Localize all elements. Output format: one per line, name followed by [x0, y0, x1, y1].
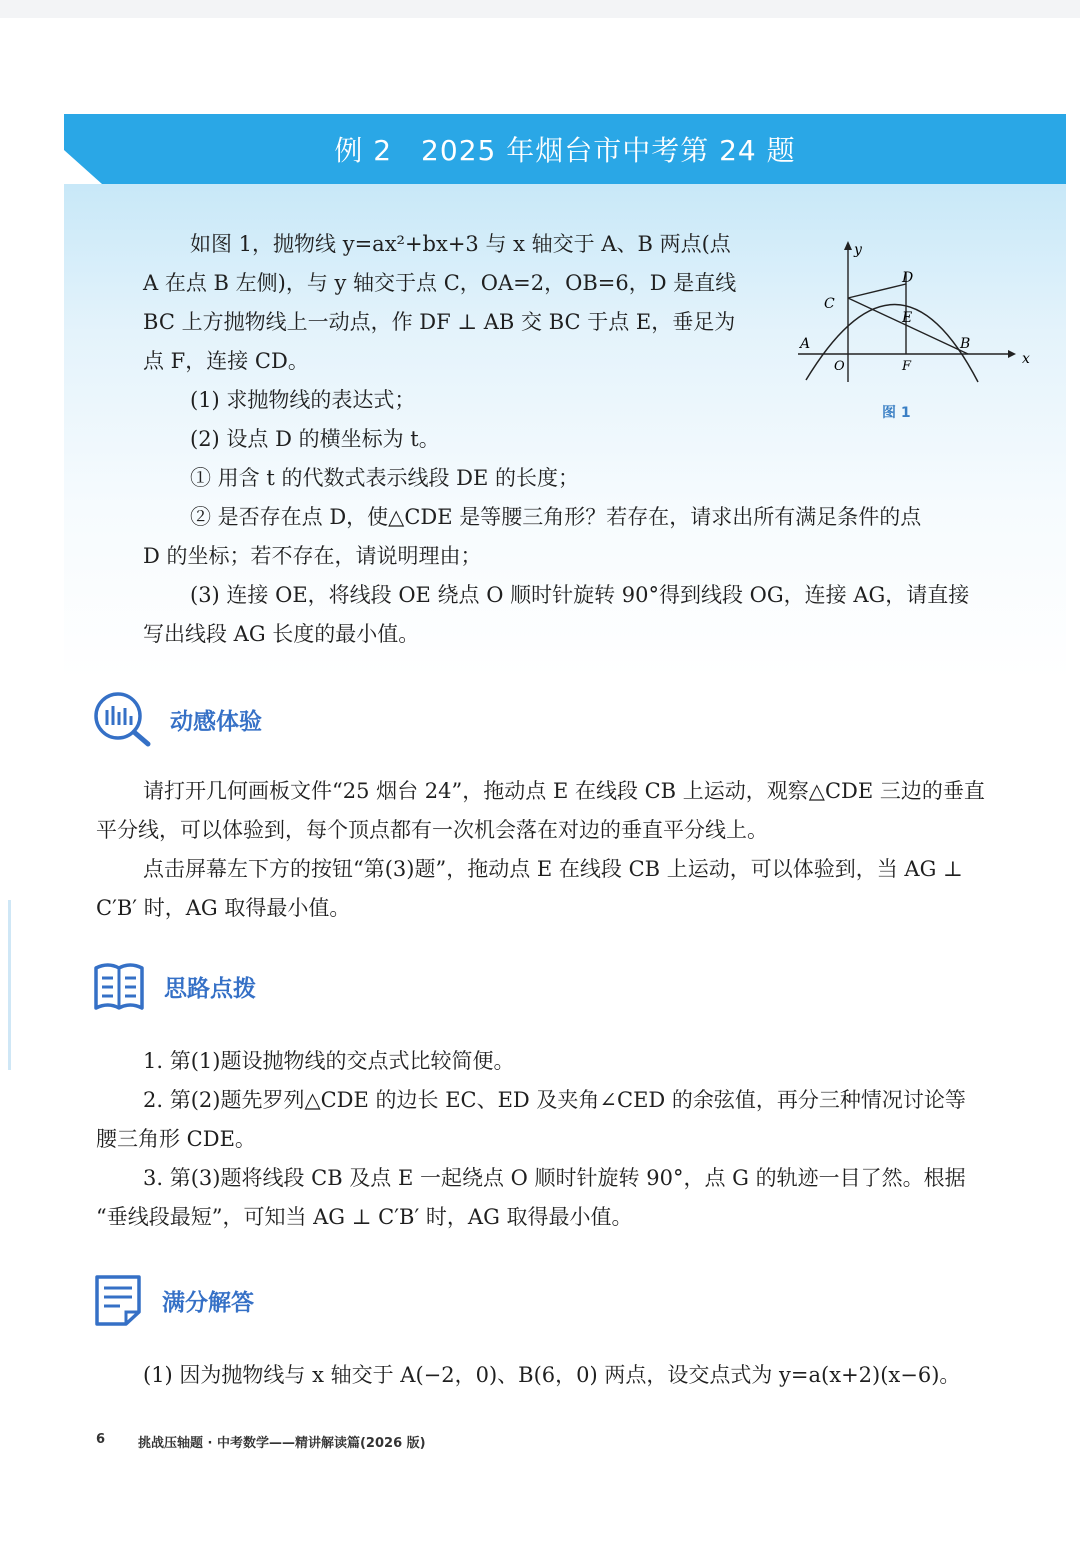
- parabola-curve: [806, 304, 978, 382]
- figure-caption: 图 1: [882, 405, 911, 421]
- label-y: y: [854, 242, 862, 258]
- magnifier-chart-icon: [92, 690, 152, 748]
- label-o: O: [834, 359, 845, 374]
- y-axis-arrow: [844, 241, 852, 250]
- section-hint-header: [92, 958, 256, 1014]
- dynamic-line-1: 请打开几何画板文件“25 烟台 24”，拖动点 E 在线段 CB 上运动，观察△CDE 三边的垂直: [143, 779, 985, 803]
- problem-line-3: BC 上方抛物线上一动点，作 DF ⊥ AB 交 BC 于点 E，垂足为: [143, 310, 736, 334]
- question-3-cont: 写出线段 AG 长度的最小值。: [143, 622, 420, 646]
- page-number: 6: [96, 1432, 106, 1447]
- question-2-part-1: ① 用含 t 的代数式表示线段 DE 的长度；: [190, 466, 579, 490]
- question-2-part-2-cont: D 的坐标；若不存在，请说明理由；: [143, 544, 482, 568]
- dynamic-line-3: 点击屏幕左下方的按钮“第(3)题”，拖动点 E 在线段 CB 上运动，可以体验到，当 AG ⊥: [143, 857, 963, 881]
- problem-line-2: A 在点 B 左侧)，与 y 轴交于点 C，OA=2，OB=6，D 是直线: [143, 271, 737, 295]
- problem-line-1: 如图 1，抛物线 y=ax²+bx+3 与 x 轴交于 A、B 两点(点: [190, 232, 731, 256]
- section-answer-header: [92, 1272, 254, 1328]
- section-answer-title: 满分解答: [162, 1289, 254, 1316]
- label-c: C: [824, 296, 835, 312]
- label-e: E: [902, 310, 913, 326]
- hint-line-3: 腰三角形 CDE。: [96, 1127, 256, 1151]
- example-title: 例 2 2025 年烟台市中考第 24 题: [334, 134, 796, 167]
- label-a: A: [800, 336, 811, 352]
- section-hint-title: 思路点拨: [164, 975, 256, 1002]
- answer-line-1: (1) 因为抛物线与 x 轴交于 A(−2，0)、B(6，0) 两点，设交点式为 y=a(x+2)(x−6)。: [143, 1363, 961, 1387]
- problem-line-4: 点 F，连接 CD。: [143, 349, 309, 373]
- section-dynamic-header: [92, 690, 262, 748]
- question-3: (3) 连接 OE，将线段 OE 绕点 O 顺时针旋转 90°得到线段 OG，连接 AG，请直接: [190, 583, 970, 607]
- question-1: (1) 求抛物线的表达式；: [190, 388, 416, 412]
- x-axis-arrow: [1008, 350, 1016, 358]
- label-b: B: [960, 336, 971, 352]
- section-dynamic-title: 动感体验: [170, 708, 262, 735]
- question-2-part-2: ② 是否存在点 D，使△CDE 是等腰三角形？若存在，请求出所有满足条件的点: [190, 505, 922, 529]
- hint-line-2: 2. 第(2)题先罗列△CDE 的边长 EC、ED 及夹角∠CED 的余弦值，再分三种情况讨论等: [143, 1088, 966, 1112]
- dynamic-line-2: 平分线，可以体验到，每个顶点都有一次机会落在对边的垂直平分线上。: [96, 818, 768, 842]
- label-f: F: [902, 359, 912, 374]
- label-d: D: [902, 270, 914, 286]
- question-2: (2) 设点 D 的横坐标为 t。: [190, 427, 440, 451]
- segment-cd: [848, 284, 906, 298]
- hint-line-5: “垂线段最短”，可知当 AG ⊥ C′B′ 时，AG 取得最小值。: [96, 1205, 633, 1229]
- page-edge-shadow: [8, 900, 11, 1070]
- hint-line-4: 3. 第(3)题将线段 CB 及点 E 一起绕点 O 顺时针旋转 90°，点 G 的轨迹一目了然。根据: [143, 1166, 966, 1190]
- open-book-icon: [92, 958, 146, 1014]
- hint-line-1: 1. 第(1)题设抛物线的交点式比较简便。: [143, 1049, 515, 1073]
- book-title: 挑战压轴题 · 中考数学——精讲解读篇(2026 版): [138, 1436, 426, 1451]
- label-x: x: [1022, 351, 1030, 367]
- dynamic-line-4: C′B′ 时，AG 取得最小值。: [96, 896, 351, 920]
- document-edit-icon: [92, 1272, 144, 1328]
